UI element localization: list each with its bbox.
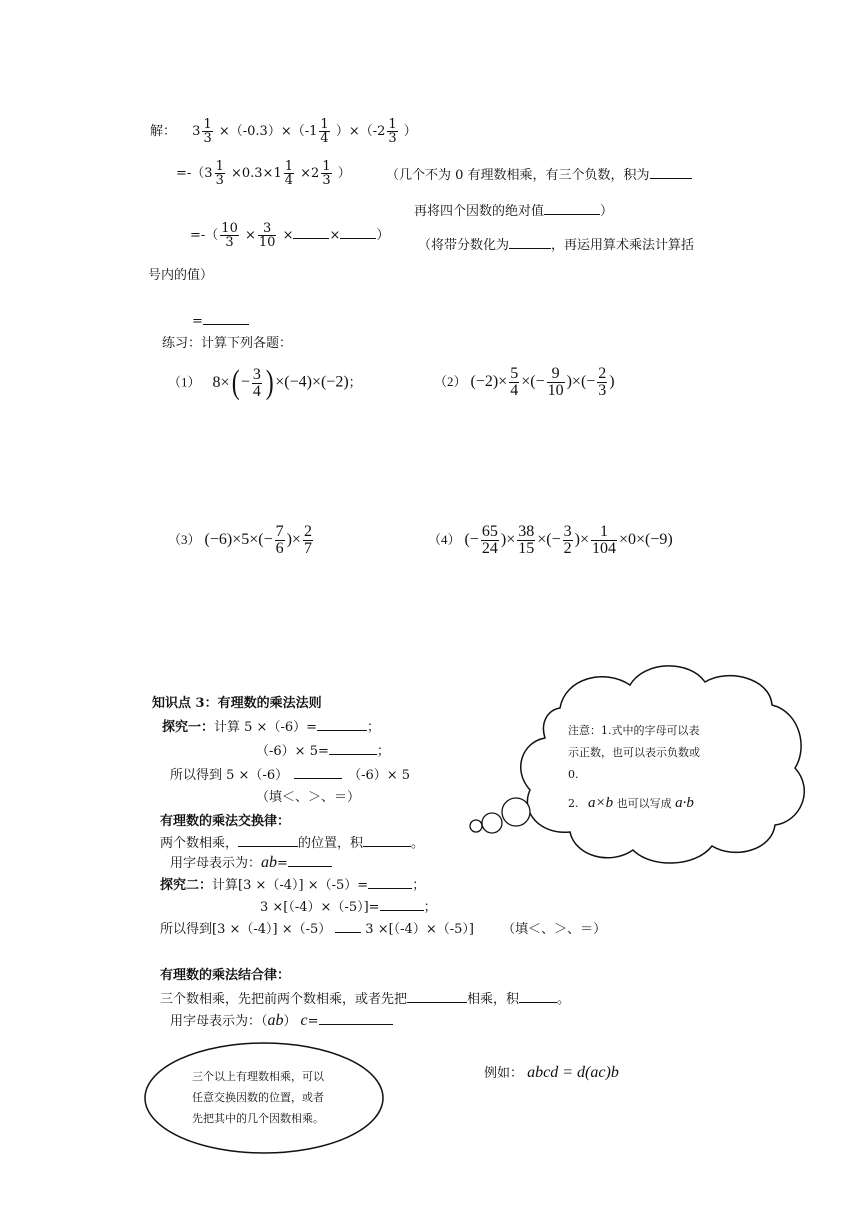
explore-1-line-1 [162, 716, 380, 735]
fraction: $\frac{5}{4}$ [510, 365, 519, 399]
note-line: 三个以上有理数相乘，可以 [192, 1070, 324, 1083]
expression-text: ； [376, 744, 390, 759]
fraction: $\frac{9}{10}$ [547, 365, 564, 399]
expression-text: ×（-0.3）×（-1 [218, 124, 318, 139]
answer-blank[interactable] [293, 226, 329, 239]
fraction: $\frac{10}{3}$ [221, 221, 238, 250]
expression-text: = [307, 1014, 319, 1029]
oval-note [192, 1066, 324, 1129]
example-label: 例如： [484, 1066, 524, 1081]
expression-text: ×0×(−9) [618, 531, 673, 549]
fraction: $\frac{3}{10}$ [258, 221, 276, 250]
expression-text: 用字母表示为：（ [170, 1014, 268, 1029]
expression-text: 计算 5 ×（-6）= [214, 720, 318, 735]
expression-text: (−6)×5×(− [204, 531, 273, 549]
formula-text: ab [267, 1012, 284, 1029]
answer-blank[interactable] [329, 742, 377, 755]
practice-title: 练习：计算下列各题： [162, 336, 293, 351]
answer-blank[interactable] [650, 166, 692, 179]
solution-line-1 [150, 118, 417, 145]
fill-hint: （填＜、＞、＝） [256, 790, 361, 805]
expression-text: 。 [557, 992, 571, 1007]
formula-text: c [300, 1012, 308, 1029]
solution-hint-2 [414, 200, 613, 219]
answer-blank[interactable] [368, 876, 412, 889]
expression-text: × [244, 228, 256, 243]
expression-text: ）×（-2 [335, 124, 386, 139]
expression-text: 所以得到[3 ×（-4）] ×（-5） [160, 922, 332, 937]
fraction: $\frac{38}{15}$ [518, 523, 535, 557]
note-line: 示正数，也可以表示负数或 [568, 746, 700, 759]
fill-hint: （填＜、＞、＝） [502, 922, 607, 937]
explore-label: 探究一： [162, 720, 215, 735]
fraction: $\frac{1}{4}$ [284, 159, 293, 188]
expression-text: )× [500, 531, 516, 549]
formula-text: abcd = d(ac)b [527, 1064, 619, 1081]
answer-blank[interactable] [238, 834, 298, 847]
fraction: $\frac{1}{3}$ [388, 117, 397, 146]
expression-text: × [329, 228, 341, 243]
answer-blank[interactable] [335, 920, 361, 933]
fraction: $\frac{3}{4}$ [252, 365, 261, 400]
explore-2-line-3 [160, 918, 606, 937]
expression-text: ； [367, 720, 381, 735]
answer-blank[interactable] [319, 1012, 393, 1025]
expression-text: ） [283, 1014, 297, 1029]
solution-line-2 [176, 160, 351, 187]
solution-line-3 [190, 222, 389, 249]
answer-blank[interactable] [509, 236, 551, 249]
answer-blank[interactable] [294, 766, 342, 779]
answer-blank[interactable] [380, 898, 424, 911]
answer-blank[interactable] [340, 226, 376, 239]
expression-text: ； [412, 878, 426, 893]
expression-text: ×0.3×1 [230, 166, 282, 181]
expression-text: (−2)× [470, 373, 508, 391]
expression-text: ×(−4)×(−2) [275, 373, 349, 391]
fraction: $\frac{65}{24}$ [481, 523, 498, 557]
note-line: 0. [568, 768, 579, 781]
expression-text: × [282, 228, 294, 243]
expression-text: 3 ×[（-4）×（-5）]= [260, 900, 380, 915]
cloud-tail-circle-large [502, 798, 530, 826]
expression-text: )× [574, 531, 589, 549]
solution-hint-3 [418, 234, 694, 253]
formula-text: ab [261, 854, 278, 871]
expression-text: 3 ×[（-4）×（-5）] [365, 922, 474, 937]
expression-text: 的位置，积 [298, 836, 364, 851]
mixed-whole: 3 [192, 124, 201, 139]
practice-problem-2 [434, 366, 615, 399]
expression-text: 两个数相乘， [160, 836, 239, 851]
solution-hint-continuation: 号内的值） [148, 268, 214, 283]
fraction: $\frac{2}{3}$ [598, 365, 607, 399]
explore-label: 探究二： [160, 878, 213, 893]
hint-text: 再将四个因数的绝对值 [414, 204, 545, 219]
expression-text: 三个数相乘，先把前两个数相乘，或者先把 [160, 992, 408, 1007]
expression-text: ） [376, 228, 390, 243]
expression-text: ） [337, 166, 351, 181]
solution-label: 解： [150, 124, 177, 139]
answer-blank[interactable] [288, 854, 332, 867]
fraction: $\frac{1}{3}$ [215, 159, 224, 188]
hint-text: （几个不为 0 有理数相乘，有三个负数，积为 [386, 168, 650, 183]
answer-blank[interactable] [544, 202, 600, 215]
explore-2-line-1 [160, 874, 425, 893]
expression-text: 用字母表示为： [170, 856, 262, 871]
cloud-tail-circle-small [470, 820, 482, 832]
expression-text: =-（3 [176, 166, 213, 181]
commutative-formula [170, 852, 332, 872]
expression-text: 相乘，积 [467, 992, 520, 1007]
answer-blank[interactable] [317, 718, 367, 731]
explore-1-line-2 [256, 740, 390, 759]
fraction: $\frac{1}{3}$ [322, 159, 331, 188]
answer-blank[interactable] [363, 834, 411, 847]
hint-text: ） [600, 204, 614, 219]
expression-text: = [192, 314, 203, 329]
answer-blank[interactable] [407, 990, 467, 1003]
expression-text: ； [423, 900, 437, 915]
expression-text: =-（ [190, 228, 219, 243]
note-line: 2. a×b 也可以写成 a·b [568, 795, 694, 811]
solution-line-4 [192, 312, 249, 329]
associative-formula [170, 1010, 393, 1030]
expression-text: = [277, 856, 288, 871]
problem-label: （4） [428, 532, 461, 548]
example [484, 1062, 619, 1082]
expression-text: 所以得到 5 ×（-6） [170, 768, 289, 783]
expression-text: − [240, 373, 250, 391]
cloud-tail-circle-medium [482, 813, 502, 833]
explore-1-line-3 [170, 764, 410, 783]
explore-2-line-2 [260, 896, 437, 915]
commutative-statement [160, 832, 424, 851]
expression-text: 计算[3 ×（-4）] ×（-5）= [212, 878, 369, 893]
expression-text: 8× [212, 373, 230, 391]
right-paren: ) [265, 364, 274, 401]
problem-label: （3） [168, 532, 201, 548]
expression-text: ) [609, 373, 615, 391]
answer-blank[interactable] [203, 312, 249, 325]
expression-text: 。 [411, 836, 425, 851]
expression-text: ） [403, 124, 417, 139]
fraction: $\frac{1}{104}$ [591, 523, 616, 557]
solution-hint-1 [386, 164, 692, 183]
problem-label: （1） [168, 374, 201, 390]
left-paren: ( [231, 364, 240, 401]
fraction: $\frac{7}{6}$ [275, 523, 284, 557]
fraction: $\frac{2}{7}$ [303, 523, 312, 557]
practice-problem-1 [168, 366, 362, 400]
expression-text: ； [348, 374, 362, 390]
associative-statement [160, 988, 570, 1007]
expression-text: )× [286, 531, 301, 549]
law-title: 有理数的乘法交换律： [160, 814, 291, 829]
note-line: 任意交换因数的位置，或者 [192, 1091, 324, 1104]
expression-text: )×(− [566, 373, 596, 391]
expression-text: (− [464, 531, 479, 549]
note-line: 注意：1.式中的字母可以表 [568, 724, 700, 737]
hint-text: ，再运用算术乘法计算括 [551, 238, 695, 253]
expression-text: ×(− [537, 531, 561, 549]
expression-text: （-6）× 5= [256, 744, 329, 759]
hint-text: （将带分数化为 [418, 238, 510, 253]
answer-blank[interactable] [519, 990, 557, 1003]
expression-text: （-6）× 5 [348, 768, 411, 783]
problem-label: （2） [434, 374, 467, 390]
practice-problem-4 [428, 524, 673, 557]
law-title: 有理数的乘法结合律： [160, 968, 291, 983]
expression-text: ×2 [300, 166, 320, 181]
expression-text: ×(− [521, 373, 545, 391]
fraction: $\frac{1}{4}$ [320, 117, 329, 146]
practice-problem-3 [168, 524, 315, 557]
fraction: $\frac{3}{2}$ [563, 523, 572, 557]
section-title: 知识点 3：有理数的乘法法则 [152, 696, 322, 711]
cloud-note [568, 720, 700, 815]
note-line: 先把其中的几个因数相乘。 [192, 1112, 324, 1125]
fraction: $\frac{1}{3}$ [203, 117, 212, 146]
